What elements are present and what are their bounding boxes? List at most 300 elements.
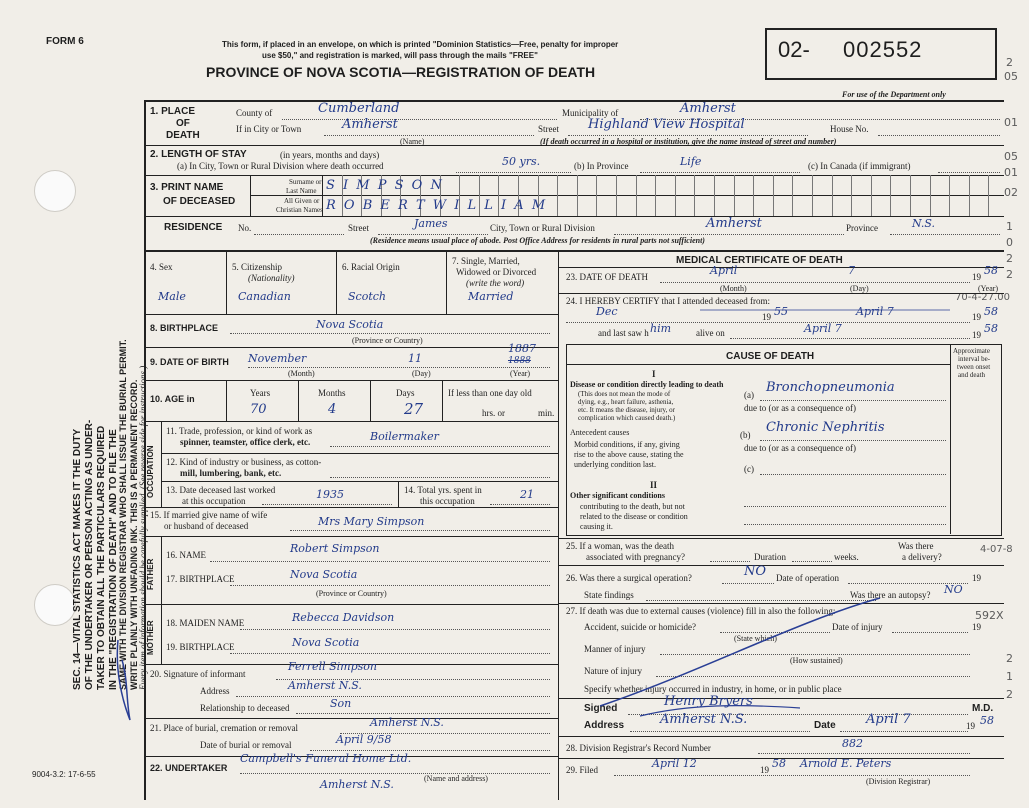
last-worked-label-1: 13. Date deceased last worked (166, 485, 276, 495)
industry-label-1: 12. Kind of industry or business, as cotton- (166, 457, 322, 467)
given-label-1: All Given or (284, 197, 320, 205)
burial-place-value: Amherst N.S. (370, 716, 444, 729)
name-letter-divider (988, 175, 989, 216)
margin-code-12: 4-07-8 (980, 544, 1013, 555)
racial-origin-label: 6. Racial Origin (342, 262, 400, 272)
certify-line (566, 322, 970, 323)
informant-address-value: Amherst N.S. (288, 679, 362, 692)
undertaker-caption: (Name and address) (424, 774, 488, 783)
med-date-19: 19 (966, 721, 975, 731)
date-of-death-label: 23. DATE OF DEATH (566, 272, 648, 282)
side-notice-line-2: OF THE UNDERTAKER OR PERSON ACTING AS UNDER- (84, 419, 95, 690)
cause-title-rule (566, 364, 950, 365)
rule-27 (558, 698, 1004, 699)
print-name-label-2: OF DECEASED (163, 196, 236, 207)
father-birthplace-value: Nova Scotia (290, 568, 358, 581)
residence-city-label: City, Town or Rural Division (490, 223, 595, 233)
death-day-caption: (Day) (850, 284, 869, 293)
margin-code-3: 01 (1004, 116, 1018, 129)
other-line-2 (744, 524, 946, 525)
attended-from-value: Dec (596, 305, 618, 318)
residence-province-value: N.S. (912, 217, 936, 230)
margin-code-10: 2 (1006, 268, 1013, 281)
date-injury-line (892, 632, 968, 633)
surname-label-2: Last Name (286, 187, 317, 195)
age-days-value: 27 (404, 400, 424, 418)
burial-place-label: 21. Place of burial, cremation or removal (150, 723, 298, 733)
stay-a-label: (a) In City, Town or Rural Division where death occurred (177, 161, 384, 171)
death-year-prefix: 19 (972, 272, 981, 282)
col-main-split (558, 250, 559, 800)
approx-1: Approximate (953, 347, 990, 355)
burial-date-label: Date of burial or removal (200, 740, 292, 750)
dob-day-value: 11 (408, 352, 422, 365)
undertaker-address-value: Amherst N.S. (320, 778, 394, 791)
registration-prefix: 02- (778, 37, 810, 62)
name-letter-divider (851, 175, 852, 216)
father-birthplace-line (230, 585, 550, 586)
father-col (161, 536, 162, 604)
col-sex-split (226, 250, 227, 314)
place-of-death-label-3: DEATH (166, 130, 200, 141)
record-number-value: 882 (842, 737, 863, 750)
other-label-3: related to the disease or condition (580, 512, 688, 521)
wife-label-2: or husband of deceased (164, 521, 249, 531)
col-racial-split (446, 250, 447, 314)
father-name-label: 16. NAME (166, 550, 206, 560)
date-of-death-line (660, 282, 970, 283)
sex-label: 4. Sex (150, 262, 173, 272)
marital-label-3: (write the word) (466, 278, 525, 288)
mother-maiden-value: Rebecca Davidson (292, 611, 395, 624)
industry-label-2: mill, lumbering, bank, etc. (180, 468, 282, 478)
alive-on-label: alive on (696, 328, 725, 338)
informant-label: 20. Signature of informant (150, 669, 246, 679)
mother-maiden-line (240, 629, 550, 630)
undertaker-label: 22. UNDERTAKER (150, 763, 228, 773)
surname-label-1: Surname or (289, 178, 322, 186)
med-address-label: Address (584, 720, 625, 731)
q29-label: 29. Filed (566, 765, 599, 775)
death-year-value: 58 (984, 264, 998, 277)
name-letter-divider (675, 175, 676, 216)
father-name-value: Robert Simpson (290, 542, 380, 555)
date-label: Date (814, 720, 836, 731)
duration-line (792, 561, 832, 562)
q28-line (758, 753, 970, 754)
name-letter-divider (753, 175, 754, 216)
filed-year-value: 58 (772, 757, 786, 770)
county-line (282, 119, 557, 120)
name-letter-divider (577, 175, 578, 216)
dob-year-caption: (Year) (510, 369, 531, 378)
trade-value: Boilermaker (370, 430, 439, 443)
last-saw-date-value: April 7 (804, 322, 842, 335)
marital-value: Married (468, 290, 514, 303)
residence-street-line (378, 234, 488, 235)
rule-25 (558, 565, 1004, 566)
stay-b-label: (b) In Province (574, 161, 629, 171)
mother-birthplace-label: 19. BIRTHPLACE (166, 642, 235, 652)
name-letter-divider (792, 175, 793, 216)
disease-label-3: dying, e.g., heart failure, asthenia, (578, 398, 674, 406)
age-days-label: Days (396, 388, 415, 398)
name-letter-divider (596, 175, 597, 216)
header-notice-2: use $50," and registration is marked, will pass through the mails "FREE" (262, 51, 538, 60)
municipality-value: Amherst (680, 101, 736, 116)
margin-code-15: 1 (1006, 670, 1013, 683)
division-registrar-caption: (Division Registrar) (866, 777, 931, 786)
margin-code-13: 592X (975, 609, 1004, 622)
city-town-value: Amherst (342, 117, 398, 132)
cause-b-line (760, 440, 946, 441)
med-address-value: Amherst N.S. (660, 712, 748, 727)
age-col-1 (226, 380, 227, 421)
age-col-2 (298, 380, 299, 421)
cause-b-value: Chronic Nephritis (766, 420, 885, 435)
name-letter-divider (694, 175, 695, 216)
signed-value: Henry Bryers (664, 694, 753, 709)
state-findings-label: State findings (584, 590, 634, 600)
residence-province-line (890, 234, 1000, 235)
stay-b-line (640, 172, 800, 173)
mother-birthplace-value: Nova Scotia (292, 636, 360, 649)
stay-province-value: Life (680, 155, 702, 168)
trade-label-2: spinner, teamster, office clerk, etc. (180, 437, 311, 447)
relationship-line (296, 713, 550, 714)
antecedent-label-1: Antecedent causes (570, 428, 630, 437)
date-injury-label: Date of injury (832, 622, 883, 632)
death-year-caption: (Year) (978, 284, 999, 293)
trade-line (330, 446, 550, 447)
rule-2 (144, 175, 1004, 176)
weeks-label: weeks. (834, 552, 859, 562)
specify-label: Specify whether injury occurred in industry, in home, or in public place (584, 684, 842, 694)
other-label-4: causing it. (580, 522, 613, 531)
rule-row12 (161, 481, 558, 482)
disease-label-5: complication which caused death.) (578, 414, 676, 422)
age-col-3 (370, 380, 371, 421)
stay-a-line (456, 172, 571, 173)
margin-code-14: 2 (1006, 652, 1013, 665)
rule-26 (558, 603, 1004, 604)
marital-label-1: 7. Single, Married, (452, 256, 520, 266)
margin-code-9: 2 (1006, 252, 1013, 265)
name-letter-divider (969, 175, 970, 216)
surname-value: S I M P S O N (326, 178, 444, 193)
given-label-2: Christian Names (276, 206, 323, 214)
dob-month-caption: (Month) (288, 369, 315, 378)
rule-signed (558, 736, 1004, 737)
date-line (840, 731, 968, 732)
residence-street-value: James (414, 217, 448, 230)
wife-line (290, 530, 550, 531)
name-letter-divider (773, 175, 774, 216)
undertaker-value: Campbell's Funeral Home Ltd. (240, 752, 412, 765)
attended-to-value: April 7 (856, 305, 894, 318)
name-letter-divider (871, 175, 872, 216)
father-name-line (210, 561, 550, 562)
med-address-line (630, 731, 810, 732)
rule-row15 (144, 536, 558, 537)
mother-maiden-label: 18. MAIDEN NAME (166, 618, 245, 628)
dob-label: 9. DATE OF BIRTH (150, 357, 229, 367)
how-sustained-caption: (How sustained) (790, 656, 843, 665)
mother-col (161, 604, 162, 664)
rule-row8 (144, 347, 558, 348)
antecedent-label-2: Morbid conditions, if any, giving (574, 440, 680, 449)
autopsy-value: NO (944, 583, 963, 596)
other-line-1 (744, 506, 946, 507)
antecedent-label-4: underlying condition last. (574, 460, 656, 469)
last-saw-label: and last saw h (598, 328, 649, 338)
city-name-caption: (Name) (400, 137, 425, 146)
form-top-rule (144, 100, 1004, 102)
rule-4 (144, 250, 1004, 252)
nature-label: Nature of injury (584, 666, 642, 676)
md-label: M.D. (972, 703, 994, 714)
street-label: Street (538, 124, 559, 134)
death-day-value: 7 (848, 264, 855, 277)
form-title: PROVINCE OF NOVA SCOTIA—REGISTRATION OF DEATH (206, 64, 596, 80)
name-letter-divider (890, 175, 891, 216)
total-yrs-value: 21 (520, 488, 534, 501)
rule-med-title (558, 267, 1004, 268)
punch-hole-bottom (34, 584, 76, 626)
approx-4: and death (958, 371, 986, 379)
rule-23 (558, 293, 1004, 294)
occupation-vertical-label: OCCUPATION (146, 445, 155, 498)
burial-date-value: April 9/58 (336, 733, 392, 746)
med-date-value: April 7 (866, 712, 911, 727)
print-name-label-1: 3. PRINT NAME (150, 182, 224, 193)
undertaker-line (240, 773, 550, 774)
q29-line (614, 775, 970, 776)
surgical-value: NO (744, 564, 767, 579)
rule-3 (144, 216, 1004, 217)
rule-row10 (144, 421, 558, 422)
last-worked-line (262, 504, 392, 505)
attended-from-19: 19 (762, 312, 771, 322)
place-of-death-label-1: 1. PLACE (150, 106, 196, 117)
attended-to-19: 19 (972, 312, 981, 322)
father-birthplace-label: 17. BIRTHPLACE (166, 574, 235, 584)
registration-number: 002552 (843, 37, 923, 62)
manner-line (660, 654, 970, 655)
stay-c-label: (c) In Canada (if immigrant) (808, 161, 911, 171)
total-yrs-col (398, 481, 399, 507)
footer-code: 9004-3.2: 17-6-55 (32, 770, 96, 779)
residence-city-value: Amherst (706, 216, 762, 231)
name-letter-divider (636, 175, 637, 216)
side-notice-line-3: TAKER TO OBTAIN ALL THE PARTICULARS REQUIRED (96, 425, 107, 690)
signed-label: Signed (584, 703, 618, 714)
mother-birthplace-line (230, 653, 550, 654)
due-to-b: due to (or as a consequence of) (744, 443, 856, 453)
county-value: Cumberland (318, 101, 400, 116)
citizenship-label-1: 5. Citizenship (232, 262, 282, 272)
rule-row20 (144, 718, 558, 719)
province-country-caption: (Province or Country) (352, 336, 423, 345)
total-yrs-line (490, 504, 550, 505)
name-letter-divider (714, 175, 715, 216)
residence-no-label: No. (238, 223, 252, 233)
attended-to-year: 58 (984, 305, 998, 318)
attended-from-year: 55 (774, 305, 788, 318)
citizenship-label-2: (Nationality) (248, 273, 295, 283)
date-operation-label: Date of operation (776, 573, 839, 583)
given-names-value: R O B E R T W I L L I A M (326, 198, 548, 213)
medical-title: MEDICAL CERTIFICATE OF DEATH (676, 255, 843, 266)
cause-ii: II (650, 480, 658, 490)
approx-2: interval be- (958, 355, 991, 363)
residence-province-label: Province (846, 223, 878, 233)
margin-code-16: 2 (1006, 688, 1013, 701)
age-months-label: Months (318, 388, 346, 398)
approx-3: tween onset (957, 363, 991, 371)
a-delivery-label: a delivery? (902, 552, 942, 562)
rule-row7 (144, 314, 558, 315)
stay-c-line (938, 172, 1000, 173)
occupation-col (161, 421, 162, 507)
street-value: Highland View Hospital (588, 117, 745, 132)
rule-row9 (144, 380, 558, 381)
operation-19: 19 (972, 573, 981, 583)
relationship-label: Relationship to deceased (200, 703, 290, 713)
accident-line (720, 632, 830, 633)
age-col-4 (442, 380, 443, 421)
marital-label-2: Widowed or Divorced (456, 267, 537, 277)
industry-line (330, 477, 550, 478)
name-letter-divider (655, 175, 656, 216)
q26-line (722, 583, 774, 584)
last-saw-19: 19 (972, 330, 981, 340)
cause-b-label: (b) (740, 430, 751, 440)
side-notice-line-6: WRITE PLAINLY WITH UNFADING INK. THIS IS A PERMANENT RECORD. (129, 379, 139, 690)
dob-month-value: November (248, 352, 307, 365)
dept-use-note: For use of the Department only (842, 90, 946, 99)
informant-address-label: Address (200, 686, 230, 696)
house-no-line (878, 135, 1000, 136)
length-of-stay-note: (in years, months and days) (280, 150, 380, 160)
house-no-label: House No. (830, 124, 869, 134)
rule-row11 (161, 453, 558, 454)
dob-line (248, 367, 550, 368)
form-number: FORM 6 (46, 36, 84, 47)
death-month-caption: (Month) (720, 284, 747, 293)
rule-cause-bottom (558, 538, 1004, 539)
dob-year-struck: 1888 (508, 356, 531, 366)
name-letter-divider (832, 175, 833, 216)
total-yrs-label-2: this occupation (420, 496, 475, 506)
duration-label: Duration (754, 552, 786, 562)
header-notice-1: This form, if placed in an envelope, on which is printed "Dominion Statistics—Free, penalty for improper (222, 40, 619, 49)
father-vertical-label: FATHER (146, 558, 155, 590)
margin-code-8: 0 (1006, 236, 1013, 249)
last-saw-him-value: him (650, 322, 672, 335)
filed-19: 19 (760, 765, 769, 775)
father-birthplace-caption: (Province or Country) (316, 589, 387, 598)
antecedent-label-3: rise to the above cause, stating the (574, 450, 684, 459)
was-there-label: Was there (898, 541, 934, 551)
municipality-label: Municipality of (562, 108, 619, 118)
age-years-value: 70 (250, 402, 267, 417)
birthplace-value: Nova Scotia (316, 318, 384, 331)
age-months-value: 4 (328, 402, 337, 417)
cause-c-line (760, 474, 946, 475)
nature-line (656, 676, 970, 677)
wife-label-1: 15. If married give name of wife (150, 510, 268, 520)
rule-row13 (144, 507, 558, 508)
due-to-a: due to (or as a consequence of) (744, 403, 856, 413)
death-month-value: April (710, 264, 738, 277)
margin-code-7: 1 (1006, 220, 1013, 233)
informant-value: Ferrell Simpson (288, 660, 377, 673)
disease-label-2: (This does not mean the mode of (578, 390, 671, 398)
disease-label-1: Disease or condition directly leading to death (570, 380, 724, 389)
margin-code-1: 2 (1006, 56, 1013, 69)
disease-label-4: etc. It means the disease, injury, or (578, 406, 675, 414)
residence-city-line (614, 234, 844, 235)
mother-vertical-label: MOTHER (146, 620, 155, 655)
margin-code-11: 70-4-27.00 (955, 292, 1010, 303)
margin-code-4: 05 (1004, 150, 1018, 163)
total-yrs-label-1: 14. Total yrs. spent in (404, 485, 482, 495)
autopsy-label: Was there an autopsy? (850, 590, 931, 600)
alive-on-line (730, 338, 970, 339)
age-years-label: Years (250, 388, 271, 398)
cause-i: I (652, 369, 656, 379)
accident-label: Accident, suicide or homicide? (584, 622, 696, 632)
relationship-value: Son (330, 697, 352, 710)
place-of-death-label-2: OF (176, 118, 190, 129)
residence-note: (Residence means usual place of abode. Post Office Address for residents in rural parts not sufficient) (370, 236, 705, 245)
margin-code-2: 05 (1004, 70, 1018, 83)
citizenship-value: Canadian (238, 290, 291, 303)
residence-street-label: Street (348, 223, 369, 233)
filed-registrar-value: Arnold E. Peters (800, 757, 892, 770)
margin-code-5: 01 (1004, 166, 1018, 179)
informant-address-line (236, 696, 550, 697)
birthplace-label: 8. BIRTHPLACE (150, 323, 219, 333)
state-which-caption: (State which) (734, 634, 777, 643)
injury-19: 19 (972, 622, 981, 632)
other-label-2: contributing to the death, but not (580, 502, 685, 511)
cause-c-label: (c) (744, 464, 754, 474)
residence-label: RESIDENCE (164, 222, 223, 233)
side-notice-line-7: Every item of information should be carefully supplied. (See reverse side for instructions.) (138, 365, 148, 690)
q27-label: 27. If death was due to external causes (violence) fill in also the following: (566, 606, 836, 616)
cause-title: CAUSE OF DEATH (726, 351, 815, 362)
side-notice-line-4: IN THE "REGISTRATION OF DEATH" AND TO FILE THE (108, 429, 119, 690)
q25-line (710, 561, 750, 562)
certify-label: 24. I HEREBY CERTIFY that I attended deceased from: (566, 296, 770, 306)
hospital-note: (If death occurred in a hospital or institution, give the name instead of street and number) (540, 137, 837, 146)
name-letter-divider (557, 175, 558, 216)
last-worked-value: 1935 (316, 488, 344, 501)
less-than-day-label: If less than one day old (448, 388, 532, 398)
punch-hole-top (34, 170, 76, 212)
q25-label-1: 25. If a woman, was the death (566, 541, 674, 551)
street-line (568, 135, 808, 136)
name-letter-divider (949, 175, 950, 216)
stay-city-value: 50 yrs. (502, 155, 541, 168)
last-saw-year-value: 58 (984, 322, 998, 335)
cause-a-line (760, 400, 946, 401)
name-letter-divider (910, 175, 911, 216)
age-label: 10. AGE in (150, 394, 195, 404)
city-town-label: If in City or Town (236, 124, 302, 134)
